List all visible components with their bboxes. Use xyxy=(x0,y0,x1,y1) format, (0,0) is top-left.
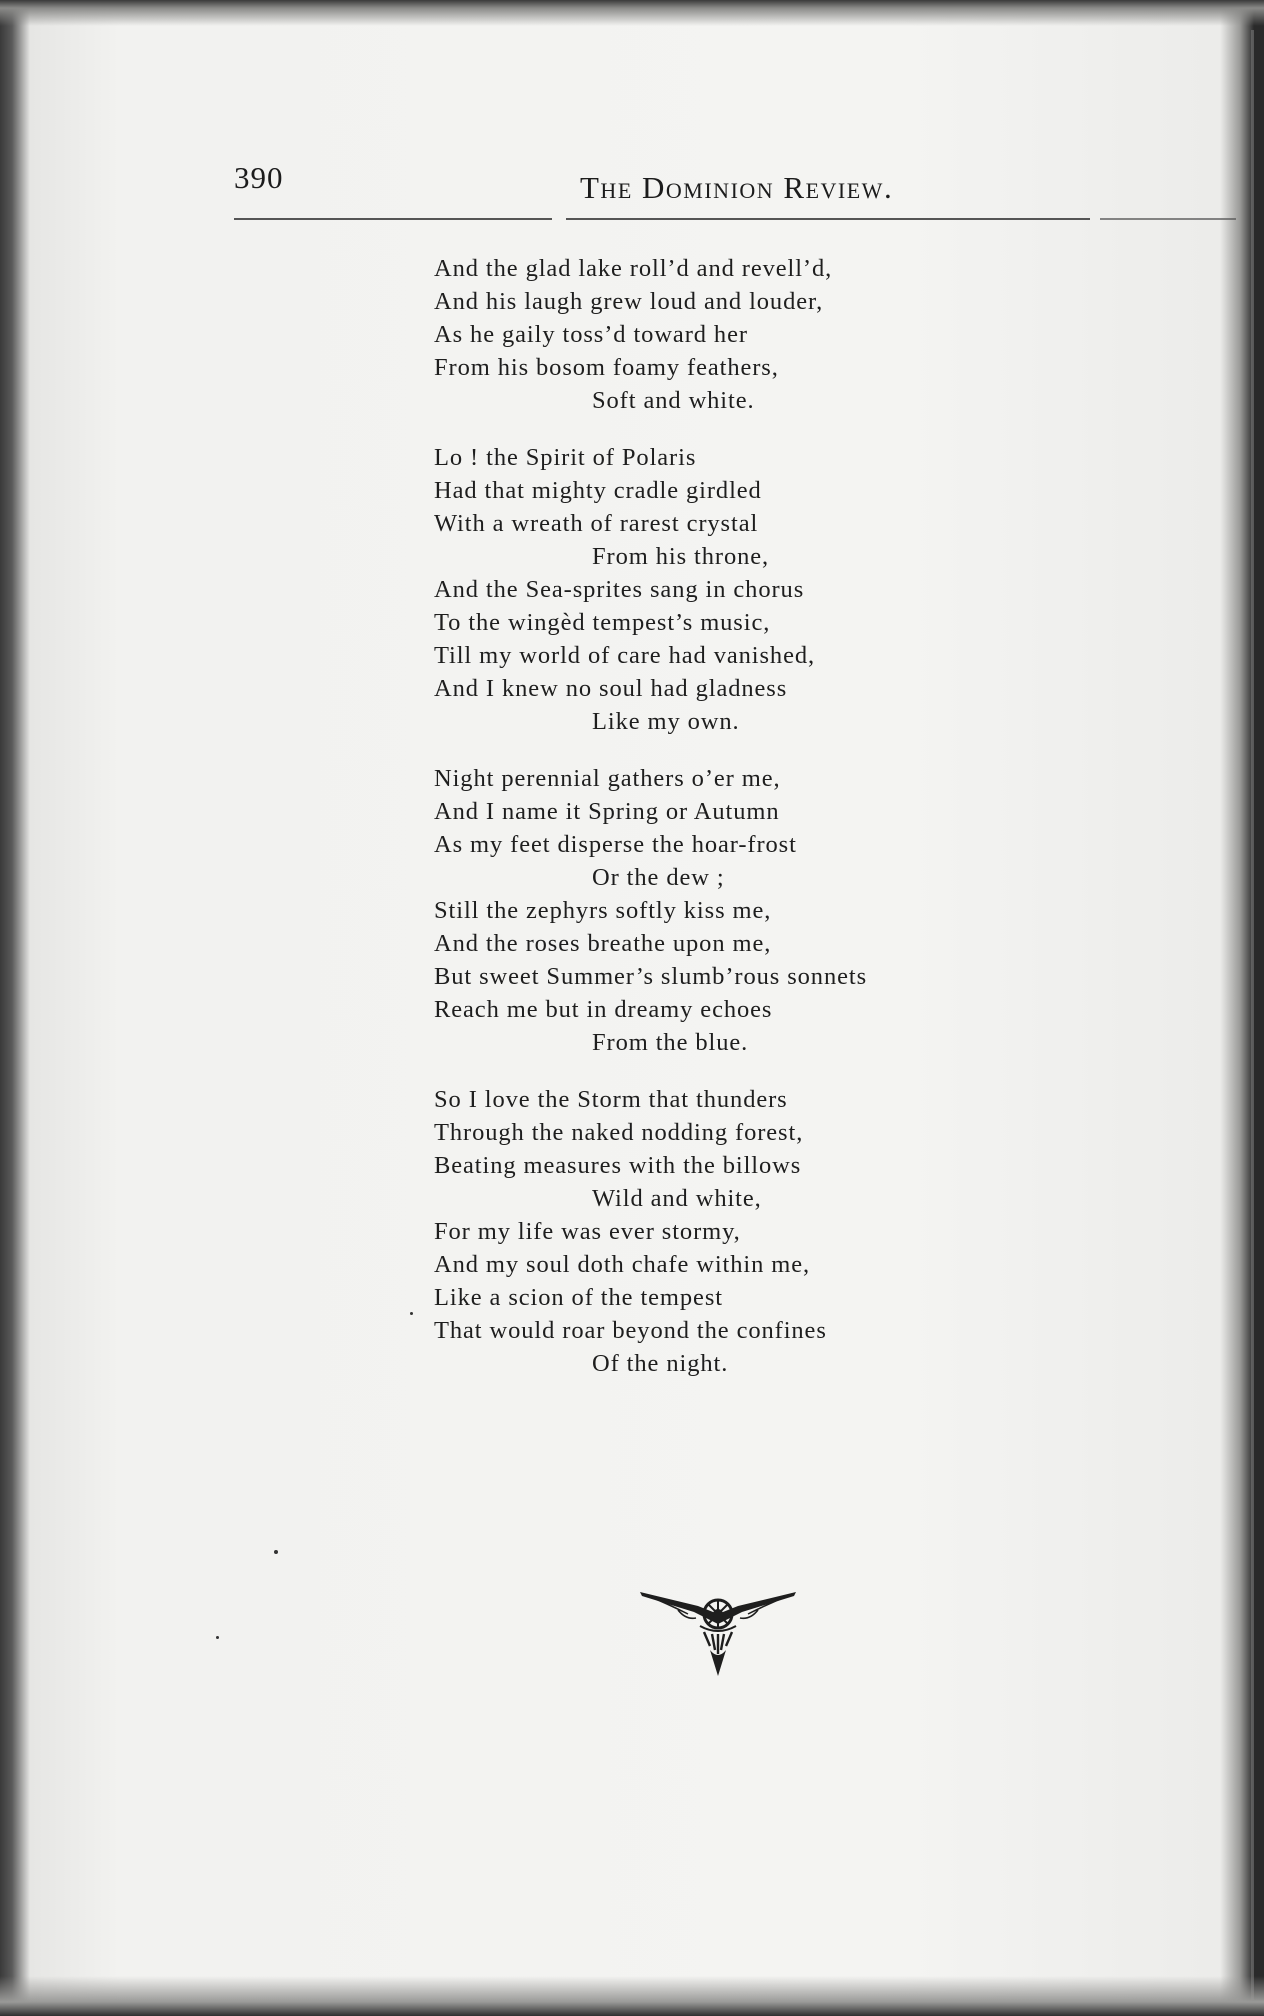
poem-line: Lo ! the Spirit of Polaris xyxy=(434,444,697,471)
poem-line: As he gaily toss’d toward her xyxy=(434,321,748,348)
poem-body xyxy=(434,252,994,1404)
poem-line: And the Sea-sprites sang in chorus xyxy=(434,576,805,603)
poem-line: That would roar beyond the confines xyxy=(434,1317,827,1344)
poem-line: From his bosom foamy feathers, xyxy=(434,354,779,381)
header-rule-center xyxy=(566,218,1090,220)
poem-line: Of the night. xyxy=(592,1350,729,1377)
poem-line: Through the naked nodding forest, xyxy=(434,1119,804,1146)
header-rule-left xyxy=(234,218,552,220)
poem-line: To the wingèd tempest’s music, xyxy=(434,609,771,636)
poem-line: Like my own. xyxy=(592,708,740,735)
poem-line: Reach me but in dreamy echoes xyxy=(434,996,773,1023)
poem-line: As my feet disperse the hoar-frost xyxy=(434,831,797,858)
poem-stanza xyxy=(434,762,994,1059)
poem-line: For my life was ever stormy, xyxy=(434,1218,741,1245)
scan-speck xyxy=(410,1312,413,1315)
poem-stanza xyxy=(434,1083,994,1380)
scan-speck xyxy=(216,1636,219,1639)
poem-line: But sweet Summer’s slumb’rous sonnets xyxy=(434,963,868,990)
poem-line: Had that mighty cradle girdled xyxy=(434,477,762,504)
running-title: The Dominion Review. xyxy=(580,170,894,205)
tailpiece-ornament-icon xyxy=(638,1584,798,1680)
poem-line: With a wreath of rarest crystal xyxy=(434,510,759,537)
poem-line: And I knew no soul had gladness xyxy=(434,675,788,702)
page-number: 390 xyxy=(234,160,284,195)
poem-line: And my soul doth chafe within me, xyxy=(434,1251,811,1278)
scan-bottom-shadow xyxy=(0,1976,1264,2016)
scan-speck xyxy=(274,1550,278,1554)
poem-line: And the roses breathe upon me, xyxy=(434,930,772,957)
poem-line: From his throne, xyxy=(592,543,770,570)
poem-line: Beating measures with the billows xyxy=(434,1152,802,1179)
poem-line: Or the dew ; xyxy=(592,864,725,891)
poem-line: Soft and white. xyxy=(592,387,755,414)
poem-line: Still the zephyrs softly kiss me, xyxy=(434,897,772,924)
poem-stanza xyxy=(434,441,994,738)
poem-line: So I love the Storm that thunders xyxy=(434,1086,788,1113)
poem-line: Night perennial gathers o’er me, xyxy=(434,765,781,792)
poem-line: Wild and white, xyxy=(592,1185,762,1212)
page-right-edge xyxy=(1251,30,1254,2000)
poem-line: Like a scion of the tempest xyxy=(434,1284,723,1311)
header-rule-right xyxy=(1100,218,1236,220)
poem-stanza xyxy=(434,252,994,417)
poem-line: Till my world of care had vanished, xyxy=(434,642,816,669)
poem-line: And I name it Spring or Autumn xyxy=(434,798,780,825)
scan-top-shadow xyxy=(0,0,1264,26)
poem-line: From the blue. xyxy=(592,1029,749,1056)
poem-line: And his laugh grew loud and louder, xyxy=(434,288,824,315)
poem-line: And the glad lake roll’d and revell’d, xyxy=(434,255,833,282)
